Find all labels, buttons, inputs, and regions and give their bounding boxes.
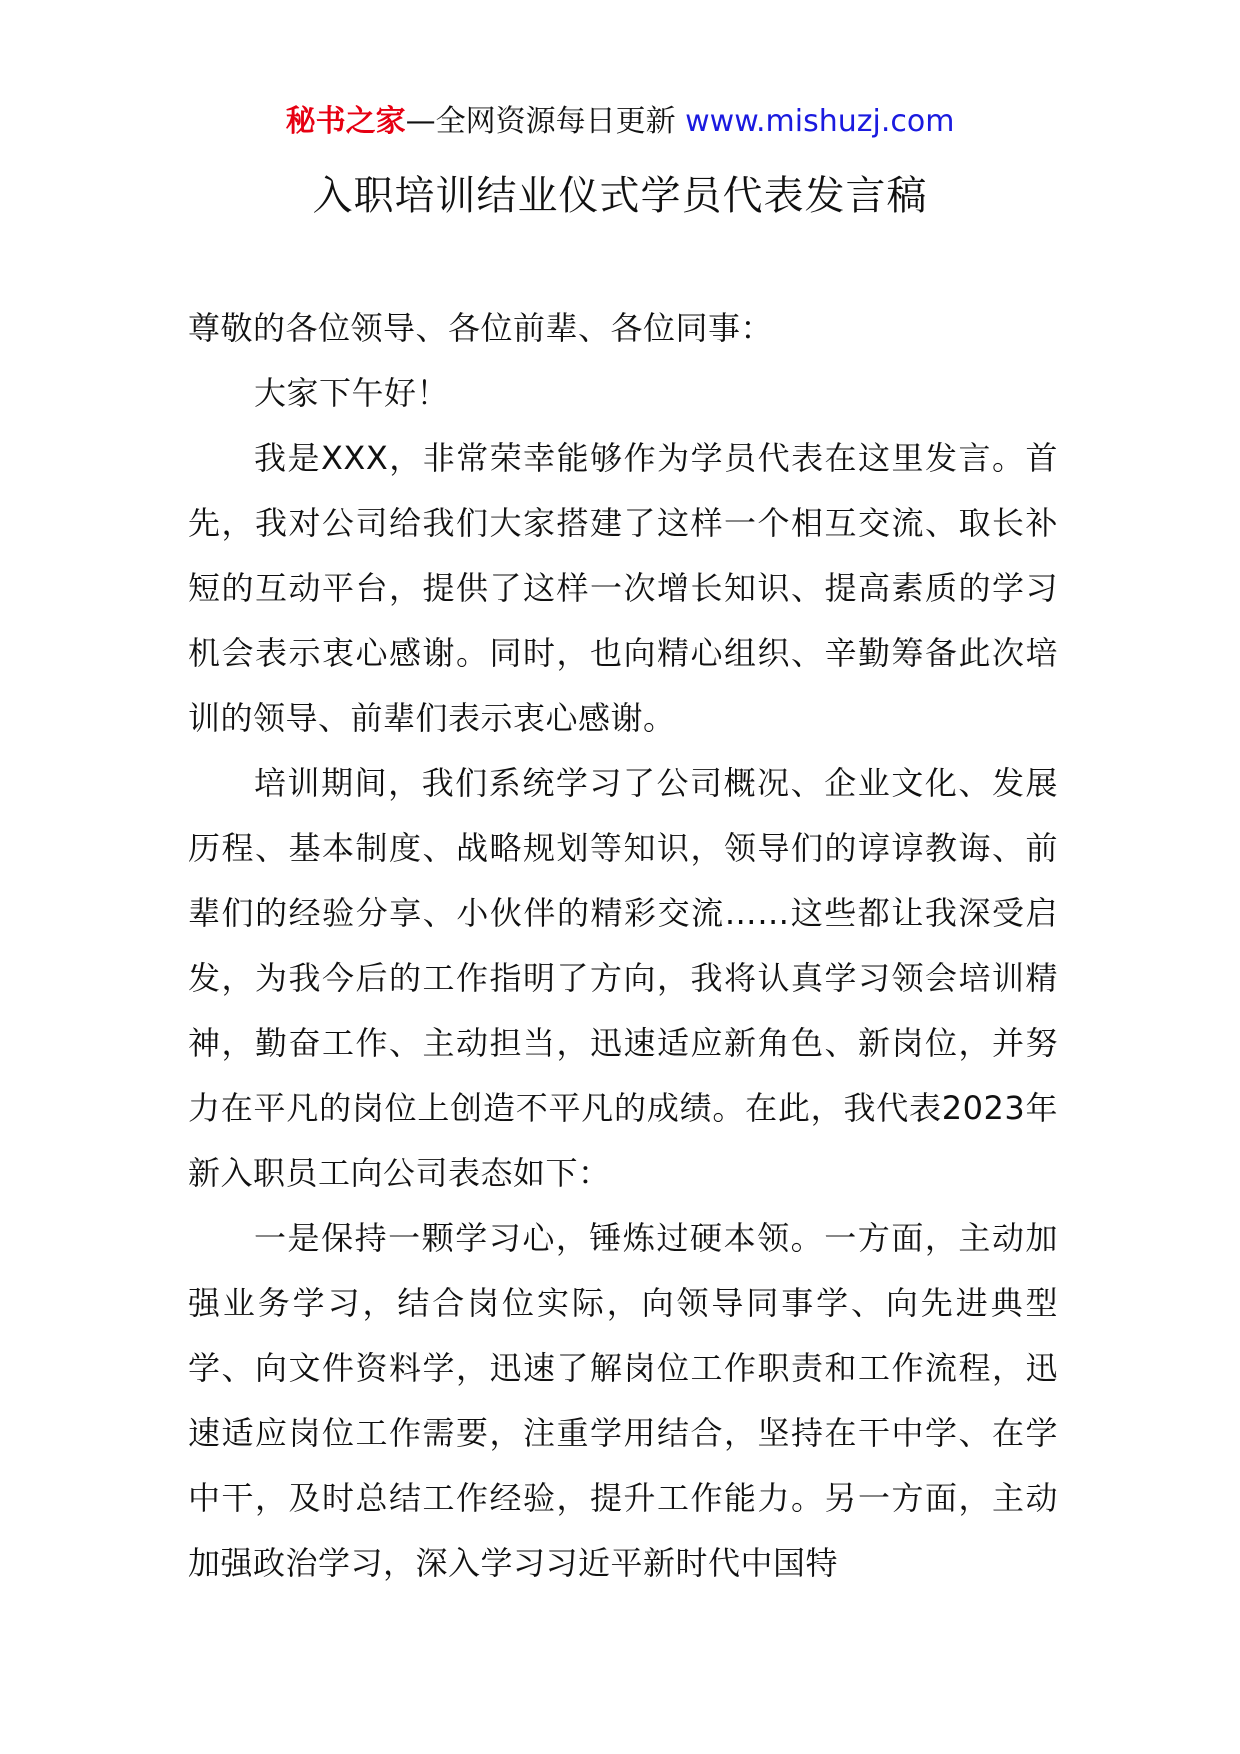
document-body [188, 296, 1058, 1596]
site-header [0, 100, 1240, 144]
brand-name: 秘书之家 [285, 104, 406, 139]
paragraph: 培训期间，我们系统学习了公司概况、企业文化、发展历程、基本制度、战略规划等知识，领导们的谆谆教诲、前辈们的经验分享、小伙伴的精彩交流……这些都让我深受启发，为我今后的工作指明了方向，我将认真学习领会培训精神，勤奋工作、主动担当，迅速适应新角色、新岗位，并努力在平凡的岗位上创造不平凡的成绩。在此，我代表2023年新入职员工向公司表态如下： [188, 764, 1058, 1192]
salutation: 尊敬的各位领导、各位前辈、各位同事： [188, 309, 774, 347]
site-url-link[interactable]: www.mishuzj.com [685, 104, 955, 139]
paragraph: 我是XXX，非常荣幸能够作为学员代表在这里发言。首先，我对公司给我们大家搭建了这样一个相互交流、取长补短的互动平台，提供了这样一次增长知识、提高素质的学习机会表示衷心感谢。同时，也向精心组织、辛勤筹备此次培训的领导、前辈们表示衷心感谢。 [188, 439, 1058, 737]
header-tagline: —全网资源每日更新 [405, 104, 686, 139]
paragraph: 一是保持一颗学习心，锤炼过硬本领。一方面，主动加强业务学习，结合岗位实际，向领导同事学、向先进典型学、向文件资料学，迅速了解岗位工作职责和工作流程，迅速适应岗位工作需要，注重学用结合，坚持在干中学、在学中干，及时总结工作经验，提升工作能力。另一方面，主动加强政治学习，深入学习习近平新时代中国特 [188, 1219, 1058, 1582]
paragraph: 大家下午好！ [254, 374, 450, 412]
document-title: 入职培训结业仪式学员代表发言稿 [312, 173, 928, 219]
